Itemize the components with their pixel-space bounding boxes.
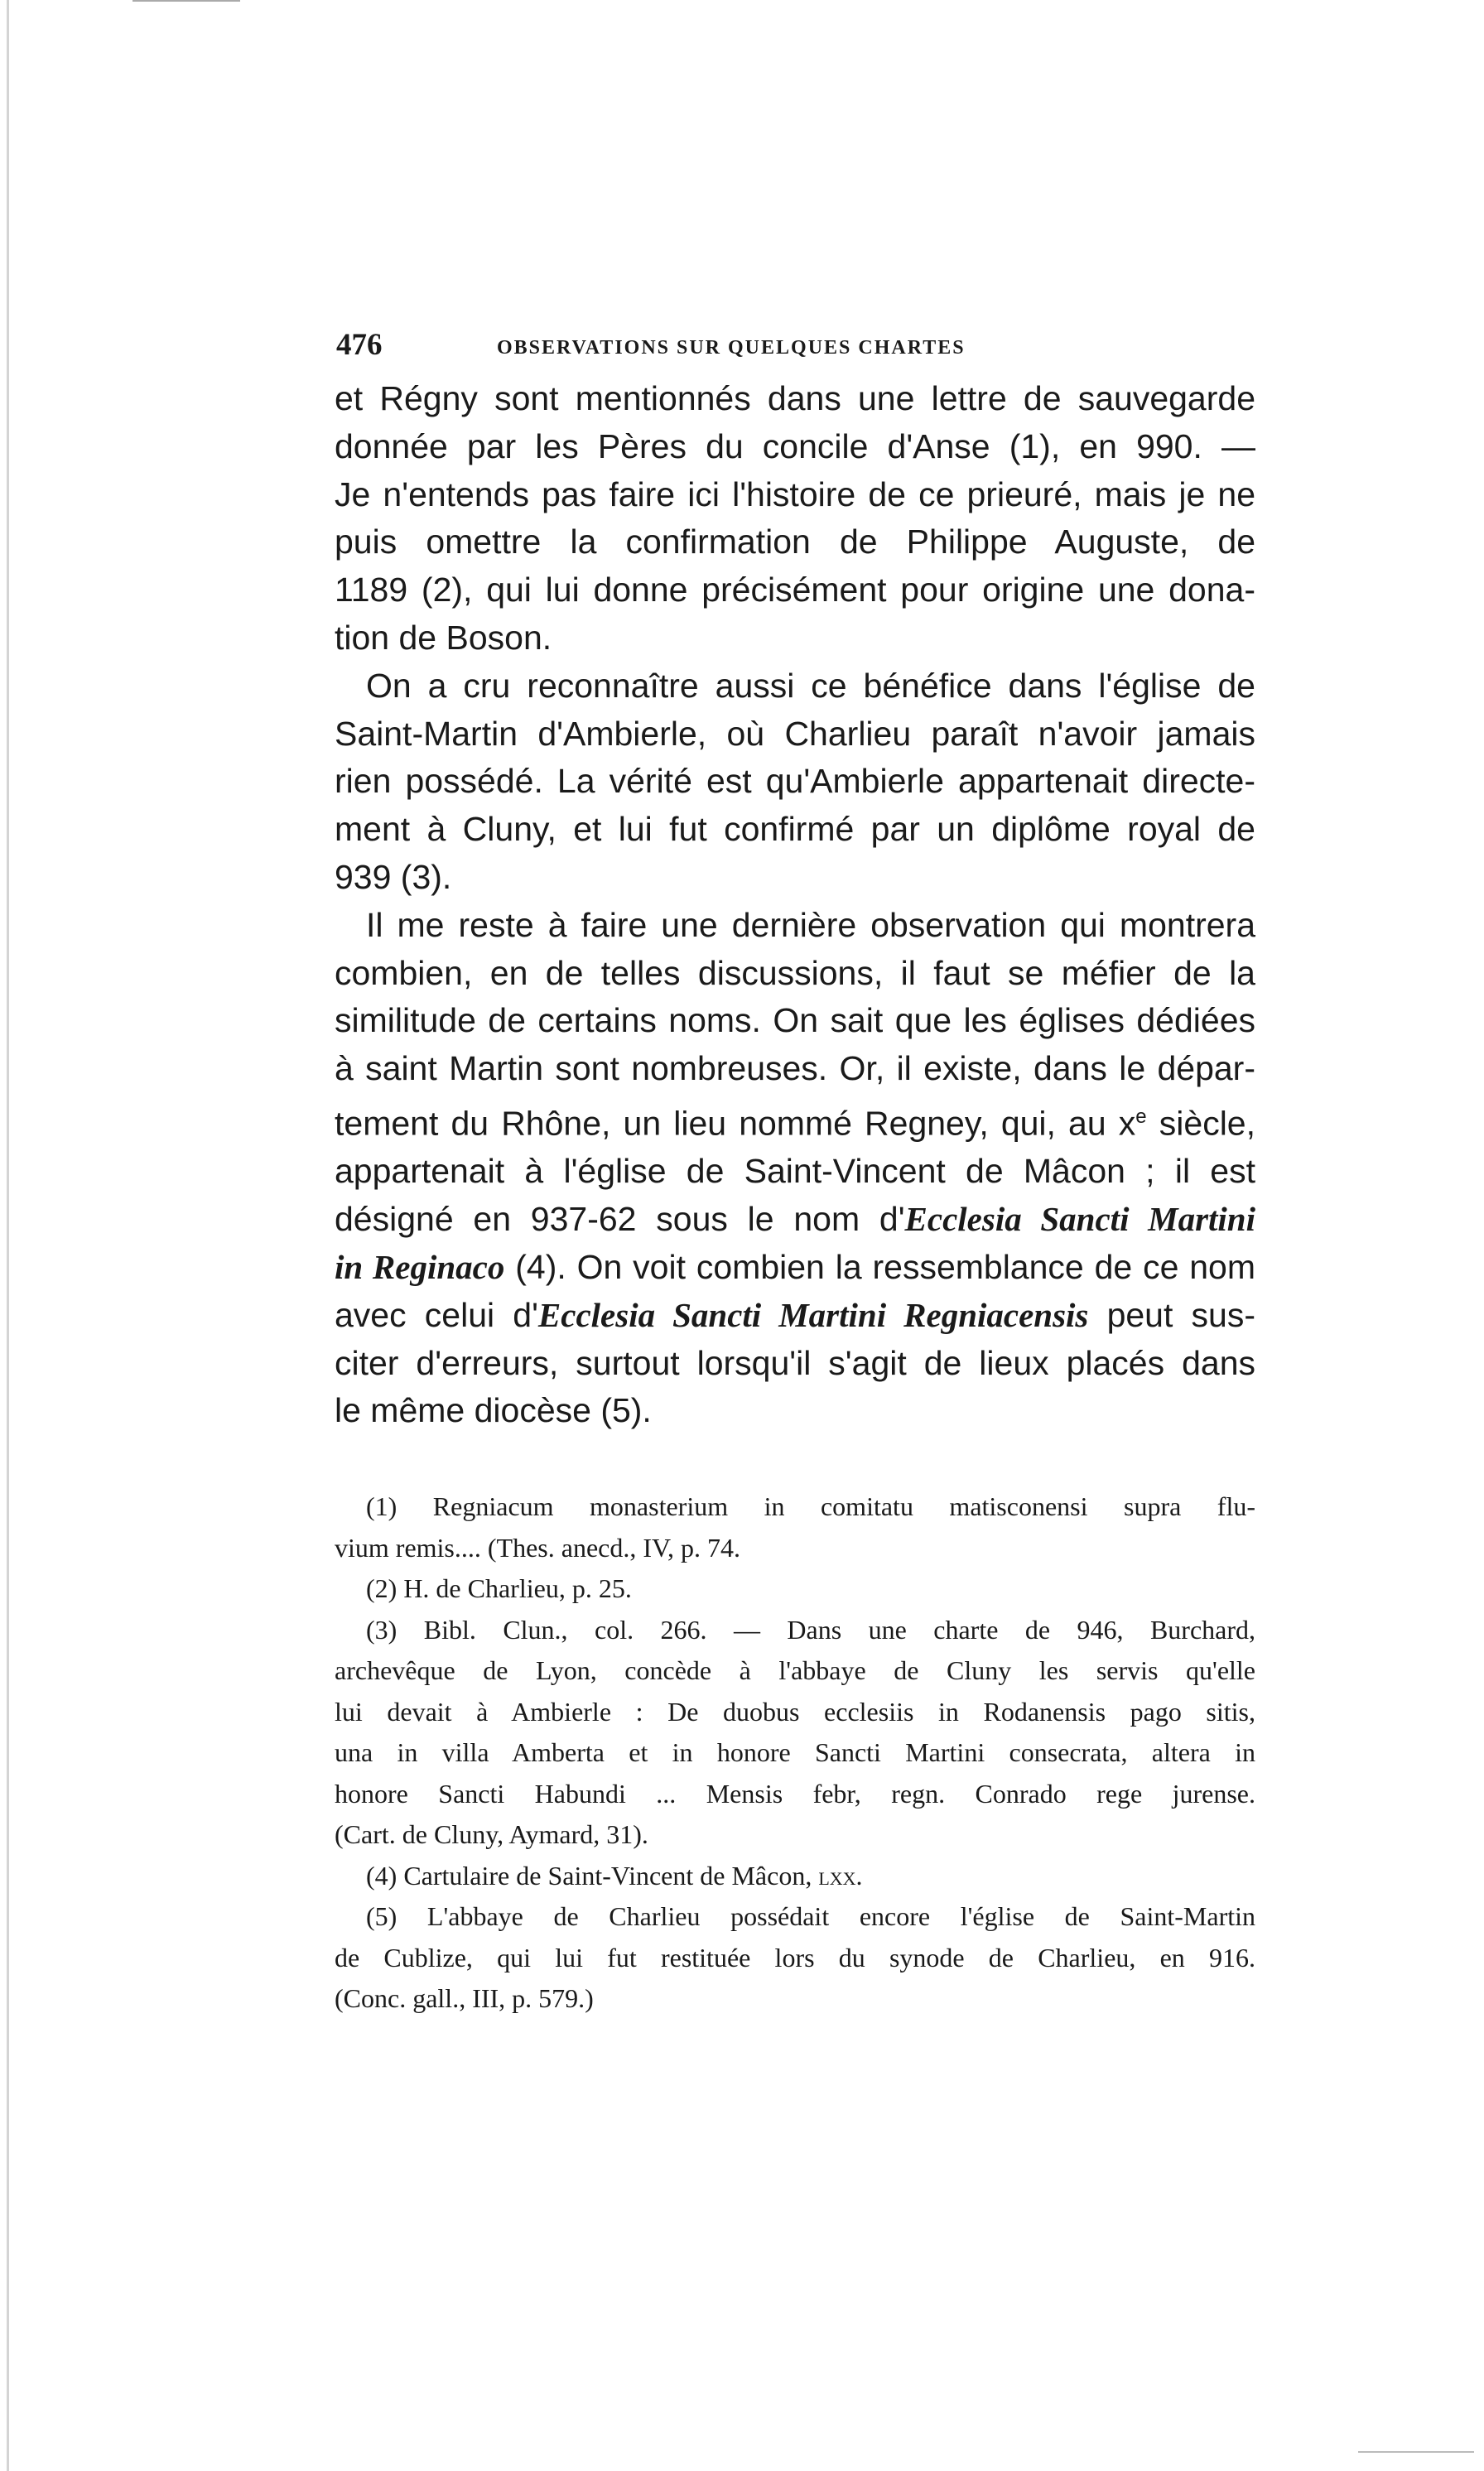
footnote-4 [335,1856,1255,1897]
text-line: appartenait à l'église de Saint-Vincent de Mâcon ; il est [335,1152,1255,1191]
text-line: 939 (3). [335,857,452,896]
text-line [335,1196,1255,1244]
text-line: Il me reste à faire une dernière observation qui montrera [366,905,1255,944]
text-line: On a cru reconnaître aussi ce bénéfice dans l'église de [366,666,1255,705]
text-line: à saint Martin sont nombreuses. Or, il existe, dans le dépar- [335,1049,1255,1088]
text-line: le même diocèse (5). [335,1391,652,1430]
text-line [335,1292,1255,1340]
book-page [335,327,1255,2020]
text-line [335,1244,1255,1292]
footnote-line [335,1856,1255,1897]
scan-edge-mark [7,0,9,2471]
text-line: donnée par les Pères du concile d'Anse (1), en 990. — [335,426,1255,465]
footnote-line: (Cart. de Cluny, Aymard, 31). [335,1819,648,1850]
text-segment: tement du Rhône, un lieu nommé Regney, qui, au x [335,1104,1136,1143]
text-line: 1189 (2), qui lui donne précisément pour origine une dona- [335,571,1255,609]
footnote-1 [335,1486,1255,1568]
text-line: Je n'entends pas faire ici l'histoire de ce prieuré, mais je ne [335,474,1255,513]
footnote-2 [335,1568,1255,1610]
text-line [335,1093,1255,1148]
text-segment: avec celui d' [335,1295,538,1334]
text-line: Saint-Martin d'Ambierle, où Charlieu paraît n'avoir jamais [335,714,1255,753]
superscript: e [1135,1105,1147,1128]
footnote-line: archevêque de Lyon, concède à l'abbaye de Cluny les servis qu'elle [335,1655,1255,1686]
footnote-line: (2) H. de Charlieu, p. 25. [366,1573,632,1604]
paragraph-3 [335,902,1255,1435]
text-line: puis omettre la confirmation de Philippe Auguste, de [335,523,1255,561]
text-line: tion de Boson. [335,618,552,657]
footnote-line: una in villa Amberta et in honore Sancti Martini consecrata, altera in [335,1737,1255,1768]
scan-edge-mark [1358,2451,1474,2453]
footnote-line: (5) L'abbaye de Charlieu possédait encore l'église de Saint-Martin [366,1901,1255,1932]
text-segment: peut sus- [1088,1295,1255,1334]
text-line: rien possédé. La vérité est qu'Ambierle appartenait directe- [335,762,1255,801]
italic-latin-name: Ecclesia Sancti Martini Regniacensis [537,1295,1089,1334]
footnote-line: (3) Bibl. Clun., col. 266. — Dans une charte de 946, Burchard, [366,1614,1255,1645]
italic-latin-name: Ecclesia Sancti Martini [904,1200,1255,1239]
footnote-3 [335,1610,1255,1856]
footnote-line: honore Sancti Habundi ... Mensis febr, regn. Conrado rege jurense. [335,1778,1255,1809]
page-header [335,327,1255,368]
text-segment: désigné en 937-62 sous le nom d' [335,1200,905,1239]
text-line: citer d'erreurs, surtout lorsqu'il s'agit de lieux placés dans [335,1343,1255,1382]
paragraph-2 [335,662,1255,902]
page-number: 476 [336,328,383,362]
italic-latin-name: in Reginaco [335,1248,505,1286]
scan-edge-mark [132,0,240,2]
text-line: similitude de certains noms. On sait que les églises dédiées [335,1001,1255,1040]
paragraph-1 [335,375,1255,662]
footnote-line: (Conc. gall., III, p. 579.) [335,1983,594,2014]
footnote-line: lui devait à Ambierle : De duobus ecclesiis in Rodanensis pago sitis, [335,1696,1255,1727]
footnote-line: vium remis.... (Thes. anecd., IV, p. 74. [335,1532,740,1563]
text-line: ment à Cluny, et lui fut confirmé par un diplôme royal de [335,810,1255,849]
text-line: combien, en de telles discussions, il faut se méfier de la [335,953,1255,992]
footnote-line: (1) Regniacum monasterium in comitatu matisconensi supra flu- [366,1491,1255,1522]
footnotes [335,1486,1255,2020]
roman-numeral: lxx. [818,1860,863,1891]
text-line: et Régny sont mentionnés dans une lettre de sauvegarde [335,379,1255,417]
text-segment: siècle, [1146,1104,1255,1143]
footnote-5 [335,1896,1255,2020]
text-segment: (4) Cartulaire de Saint-Vincent de Mâcon, [366,1860,819,1891]
text-segment: (4). On voit combien la ressemblance de ce nom [504,1248,1255,1286]
running-head: OBSERVATIONS SUR QUELQUES CHARTES [497,337,966,359]
footnote-line: de Cublize, qui lui fut restituée lors du synode de Charlieu, en 916. [335,1942,1255,1972]
body-text [335,375,1255,1435]
